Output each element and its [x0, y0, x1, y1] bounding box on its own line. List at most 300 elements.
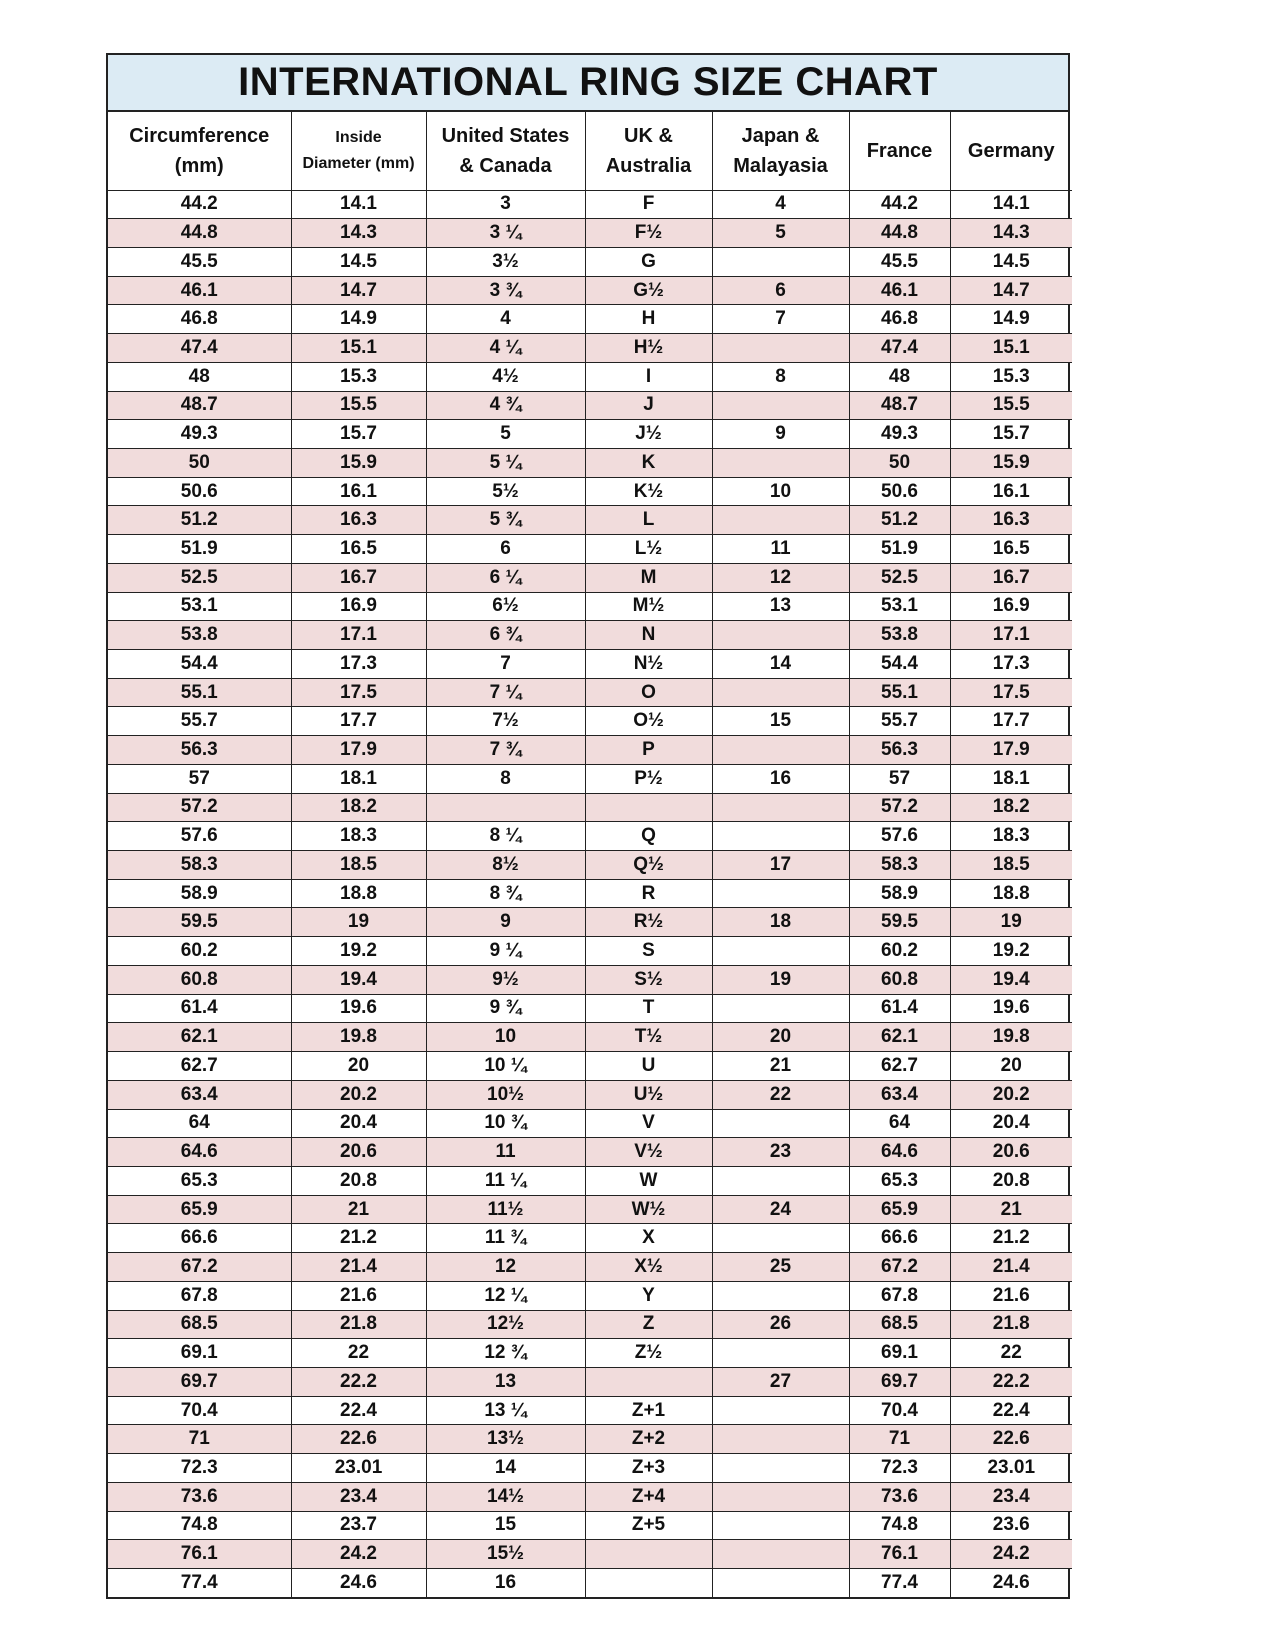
table-row — [108, 1166, 1072, 1195]
cell-germany: 15.3 — [950, 362, 1072, 391]
table-row — [108, 219, 1072, 248]
cell-inside-diameter: 22.2 — [291, 1367, 426, 1396]
cell-inside-diameter: 19.4 — [291, 965, 426, 994]
cell-japan-malaysia: 14 — [712, 650, 849, 679]
cell-germany: 23.01 — [950, 1454, 1072, 1483]
cell-japan-malaysia: 27 — [712, 1367, 849, 1396]
cell-germany: 20 — [950, 1052, 1072, 1081]
cell-uk-australia: R½ — [585, 908, 712, 937]
cell-uk-australia: K½ — [585, 477, 712, 506]
cell-us-canada: 10 ¼ — [426, 1052, 585, 1081]
cell-japan-malaysia: 4 — [712, 190, 849, 219]
cell-circumference: 54.4 — [108, 650, 291, 679]
cell-france: 46.1 — [849, 276, 950, 305]
cell-germany: 19.4 — [950, 965, 1072, 994]
table-row — [108, 1195, 1072, 1224]
cell-japan-malaysia: 16 — [712, 764, 849, 793]
cell-us-canada: 6 ¾ — [426, 621, 585, 650]
cell-us-canada: 13½ — [426, 1425, 585, 1454]
cell-uk-australia — [585, 793, 712, 822]
cell-japan-malaysia — [712, 793, 849, 822]
cell-us-canada: 14½ — [426, 1482, 585, 1511]
cell-inside-diameter: 18.3 — [291, 822, 426, 851]
cell-uk-australia: T½ — [585, 1023, 712, 1052]
cell-france: 52.5 — [849, 563, 950, 592]
cell-inside-diameter: 16.7 — [291, 563, 426, 592]
table-row — [108, 1396, 1072, 1425]
cell-us-canada: 7½ — [426, 707, 585, 736]
table-row — [108, 1339, 1072, 1368]
cell-france: 62.7 — [849, 1052, 950, 1081]
cell-inside-diameter: 17.3 — [291, 650, 426, 679]
cell-france: 55.7 — [849, 707, 950, 736]
cell-uk-australia: T — [585, 994, 712, 1023]
cell-circumference: 61.4 — [108, 994, 291, 1023]
cell-uk-australia: F — [585, 190, 712, 219]
header-line: Australia — [605, 154, 692, 177]
cell-germany: 17.1 — [950, 621, 1072, 650]
cell-uk-australia: K — [585, 448, 712, 477]
cell-japan-malaysia — [712, 994, 849, 1023]
cell-germany: 16.3 — [950, 506, 1072, 535]
cell-us-canada: 15½ — [426, 1540, 585, 1569]
cell-us-canada: 15 — [426, 1511, 585, 1540]
cell-us-canada: 4 ¾ — [426, 391, 585, 420]
cell-germany: 20.8 — [950, 1166, 1072, 1195]
table-row — [108, 276, 1072, 305]
table-row — [108, 1425, 1072, 1454]
cell-inside-diameter: 22.6 — [291, 1425, 426, 1454]
cell-uk-australia — [585, 1569, 712, 1598]
cell-france: 60.2 — [849, 937, 950, 966]
header-line: Circumference — [129, 124, 270, 147]
cell-us-canada: 9 ¾ — [426, 994, 585, 1023]
cell-japan-malaysia: 5 — [712, 219, 849, 248]
cell-circumference: 57 — [108, 764, 291, 793]
cell-uk-australia: H — [585, 305, 712, 334]
cell-us-canada: 3 ¼ — [426, 219, 585, 248]
cell-germany: 14.3 — [950, 219, 1072, 248]
cell-uk-australia: P½ — [585, 764, 712, 793]
cell-inside-diameter: 19.2 — [291, 937, 426, 966]
table-row — [108, 793, 1072, 822]
cell-uk-australia: R — [585, 879, 712, 908]
header-france — [849, 112, 950, 190]
cell-us-canada — [426, 793, 585, 822]
cell-france: 72.3 — [849, 1454, 950, 1483]
table-row — [108, 994, 1072, 1023]
cell-inside-diameter: 19 — [291, 908, 426, 937]
cell-us-canada: 9½ — [426, 965, 585, 994]
cell-japan-malaysia: 18 — [712, 908, 849, 937]
cell-us-canada: 4½ — [426, 362, 585, 391]
cell-japan-malaysia: 22 — [712, 1080, 849, 1109]
cell-germany: 18.8 — [950, 879, 1072, 908]
cell-circumference: 55.7 — [108, 707, 291, 736]
cell-uk-australia: W½ — [585, 1195, 712, 1224]
cell-circumference: 51.2 — [108, 506, 291, 535]
header-line: United States — [441, 124, 570, 147]
cell-us-canada: 3½ — [426, 247, 585, 276]
table-row — [108, 592, 1072, 621]
cell-inside-diameter: 15.7 — [291, 420, 426, 449]
cell-japan-malaysia — [712, 678, 849, 707]
ring-size-table — [108, 112, 1072, 1597]
cell-us-canada: 5½ — [426, 477, 585, 506]
cell-circumference: 69.7 — [108, 1367, 291, 1396]
table-row — [108, 506, 1072, 535]
table-row — [108, 937, 1072, 966]
cell-japan-malaysia: 23 — [712, 1138, 849, 1167]
table-row — [108, 621, 1072, 650]
cell-uk-australia: Z+5 — [585, 1511, 712, 1540]
cell-circumference: 62.1 — [108, 1023, 291, 1052]
cell-circumference: 57.2 — [108, 793, 291, 822]
header-line: Japan & — [741, 124, 820, 147]
cell-france: 58.9 — [849, 879, 950, 908]
table-row — [108, 1138, 1072, 1167]
cell-circumference: 50 — [108, 448, 291, 477]
cell-us-canada: 11 — [426, 1138, 585, 1167]
cell-japan-malaysia — [712, 1482, 849, 1511]
cell-japan-malaysia — [712, 391, 849, 420]
cell-uk-australia: M — [585, 563, 712, 592]
cell-us-canada: 10 — [426, 1023, 585, 1052]
cell-us-canada: 8 ¾ — [426, 879, 585, 908]
cell-us-canada: 8½ — [426, 851, 585, 880]
cell-germany: 18.2 — [950, 793, 1072, 822]
cell-inside-diameter: 20 — [291, 1052, 426, 1081]
cell-germany: 20.4 — [950, 1109, 1072, 1138]
cell-inside-diameter: 14.9 — [291, 305, 426, 334]
cell-france: 53.8 — [849, 621, 950, 650]
cell-us-canada: 7 — [426, 650, 585, 679]
cell-circumference: 53.1 — [108, 592, 291, 621]
table-row — [108, 965, 1072, 994]
cell-france: 71 — [849, 1425, 950, 1454]
cell-japan-malaysia: 25 — [712, 1253, 849, 1282]
cell-inside-diameter: 20.2 — [291, 1080, 426, 1109]
cell-france: 67.8 — [849, 1281, 950, 1310]
cell-us-canada: 12½ — [426, 1310, 585, 1339]
cell-uk-australia: O½ — [585, 707, 712, 736]
table-row — [108, 1482, 1072, 1511]
table-row — [108, 879, 1072, 908]
cell-germany: 17.9 — [950, 736, 1072, 765]
cell-us-canada: 11 ¾ — [426, 1224, 585, 1253]
cell-uk-australia: N½ — [585, 650, 712, 679]
cell-germany: 18.3 — [950, 822, 1072, 851]
cell-circumference: 60.2 — [108, 937, 291, 966]
cell-circumference: 77.4 — [108, 1569, 291, 1598]
cell-uk-australia — [585, 1367, 712, 1396]
cell-inside-diameter: 21.8 — [291, 1310, 426, 1339]
cell-france: 51.2 — [849, 506, 950, 535]
header-line: Malayasia — [733, 154, 828, 177]
cell-inside-diameter: 17.7 — [291, 707, 426, 736]
cell-circumference: 57.6 — [108, 822, 291, 851]
cell-circumference: 58.3 — [108, 851, 291, 880]
cell-inside-diameter: 14.3 — [291, 219, 426, 248]
cell-japan-malaysia: 9 — [712, 420, 849, 449]
cell-france: 70.4 — [849, 1396, 950, 1425]
cell-circumference: 50.6 — [108, 477, 291, 506]
cell-inside-diameter: 18.8 — [291, 879, 426, 908]
cell-circumference: 71 — [108, 1425, 291, 1454]
cell-inside-diameter: 21.4 — [291, 1253, 426, 1282]
cell-france: 69.1 — [849, 1339, 950, 1368]
table-row — [108, 908, 1072, 937]
table-row — [108, 448, 1072, 477]
cell-japan-malaysia — [712, 1425, 849, 1454]
cell-circumference: 60.8 — [108, 965, 291, 994]
cell-circumference: 51.9 — [108, 535, 291, 564]
cell-uk-australia: X — [585, 1224, 712, 1253]
cell-us-canada: 13 — [426, 1367, 585, 1396]
cell-us-canada: 6 — [426, 535, 585, 564]
cell-inside-diameter: 20.8 — [291, 1166, 426, 1195]
cell-germany: 22 — [950, 1339, 1072, 1368]
cell-germany: 16.7 — [950, 563, 1072, 592]
cell-us-canada: 3 — [426, 190, 585, 219]
cell-germany: 22.4 — [950, 1396, 1072, 1425]
cell-inside-diameter: 16.9 — [291, 592, 426, 621]
cell-inside-diameter: 14.5 — [291, 247, 426, 276]
table-row — [108, 563, 1072, 592]
cell-uk-australia: P — [585, 736, 712, 765]
cell-germany: 14.1 — [950, 190, 1072, 219]
cell-france: 53.1 — [849, 592, 950, 621]
cell-us-canada: 12 ¼ — [426, 1281, 585, 1310]
cell-us-canada: 12 ¾ — [426, 1339, 585, 1368]
cell-france: 59.5 — [849, 908, 950, 937]
header-line: & Canada — [459, 154, 552, 177]
cell-uk-australia: Z+4 — [585, 1482, 712, 1511]
header-line: Inside — [335, 128, 382, 146]
cell-inside-diameter: 22.4 — [291, 1396, 426, 1425]
cell-circumference: 65.9 — [108, 1195, 291, 1224]
cell-circumference: 47.4 — [108, 334, 291, 363]
cell-uk-australia: H½ — [585, 334, 712, 363]
cell-france: 74.8 — [849, 1511, 950, 1540]
cell-circumference: 58.9 — [108, 879, 291, 908]
table-row — [108, 1540, 1072, 1569]
cell-france: 63.4 — [849, 1080, 950, 1109]
cell-inside-diameter: 21.6 — [291, 1281, 426, 1310]
cell-circumference: 55.1 — [108, 678, 291, 707]
header-line: (mm) — [174, 154, 224, 177]
cell-germany: 18.1 — [950, 764, 1072, 793]
cell-us-canada: 10 ¾ — [426, 1109, 585, 1138]
cell-inside-diameter: 14.7 — [291, 276, 426, 305]
table-row — [108, 1281, 1072, 1310]
header-us-canada — [426, 112, 585, 190]
table-row — [108, 1080, 1072, 1109]
cell-germany: 19.8 — [950, 1023, 1072, 1052]
cell-circumference: 74.8 — [108, 1511, 291, 1540]
cell-japan-malaysia — [712, 1281, 849, 1310]
cell-japan-malaysia — [712, 937, 849, 966]
cell-circumference: 44.8 — [108, 219, 291, 248]
cell-japan-malaysia: 20 — [712, 1023, 849, 1052]
table-row — [108, 678, 1072, 707]
cell-us-canada: 4 ¼ — [426, 334, 585, 363]
cell-japan-malaysia — [712, 1166, 849, 1195]
cell-uk-australia: Q — [585, 822, 712, 851]
cell-us-canada: 8 ¼ — [426, 822, 585, 851]
cell-japan-malaysia: 15 — [712, 707, 849, 736]
cell-uk-australia: W — [585, 1166, 712, 1195]
cell-germany: 23.6 — [950, 1511, 1072, 1540]
cell-us-canada: 12 — [426, 1253, 585, 1282]
cell-circumference: 45.5 — [108, 247, 291, 276]
cell-circumference: 67.2 — [108, 1253, 291, 1282]
cell-japan-malaysia — [712, 448, 849, 477]
cell-us-canada: 6 ¼ — [426, 563, 585, 592]
cell-uk-australia: I — [585, 362, 712, 391]
cell-japan-malaysia — [712, 1339, 849, 1368]
cell-uk-australia: G½ — [585, 276, 712, 305]
table-row — [108, 1454, 1072, 1483]
cell-inside-diameter: 15.1 — [291, 334, 426, 363]
table-row — [108, 1109, 1072, 1138]
cell-france: 64.6 — [849, 1138, 950, 1167]
cell-france: 69.7 — [849, 1367, 950, 1396]
cell-uk-australia: J — [585, 391, 712, 420]
table-row — [108, 535, 1072, 564]
cell-circumference: 66.6 — [108, 1224, 291, 1253]
cell-uk-australia: Y — [585, 1281, 712, 1310]
table-row — [108, 707, 1072, 736]
table-row — [108, 420, 1072, 449]
chart-title: INTERNATIONAL RING SIZE CHART — [108, 55, 1068, 112]
cell-germany: 19 — [950, 908, 1072, 937]
cell-us-canada: 4 — [426, 305, 585, 334]
cell-inside-diameter: 14.1 — [291, 190, 426, 219]
table-row — [108, 477, 1072, 506]
cell-uk-australia: F½ — [585, 219, 712, 248]
cell-france: 57 — [849, 764, 950, 793]
table-row — [108, 1569, 1072, 1598]
cell-france: 68.5 — [849, 1310, 950, 1339]
cell-japan-malaysia: 21 — [712, 1052, 849, 1081]
cell-germany: 21.8 — [950, 1310, 1072, 1339]
cell-circumference: 64.6 — [108, 1138, 291, 1167]
cell-inside-diameter: 23.4 — [291, 1482, 426, 1511]
cell-us-canada: 8 — [426, 764, 585, 793]
cell-uk-australia: Z — [585, 1310, 712, 1339]
cell-inside-diameter: 22 — [291, 1339, 426, 1368]
cell-france: 50 — [849, 448, 950, 477]
cell-japan-malaysia — [712, 1540, 849, 1569]
cell-uk-australia: L½ — [585, 535, 712, 564]
cell-japan-malaysia — [712, 1109, 849, 1138]
cell-us-canada: 7 ¼ — [426, 678, 585, 707]
header-line: Diameter (mm) — [302, 154, 415, 172]
cell-france: 51.9 — [849, 535, 950, 564]
cell-france: 56.3 — [849, 736, 950, 765]
cell-france: 50.6 — [849, 477, 950, 506]
cell-uk-australia: J½ — [585, 420, 712, 449]
cell-circumference: 46.8 — [108, 305, 291, 334]
cell-circumference: 69.1 — [108, 1339, 291, 1368]
cell-inside-diameter: 17.1 — [291, 621, 426, 650]
cell-uk-australia: V — [585, 1109, 712, 1138]
cell-inside-diameter: 21.2 — [291, 1224, 426, 1253]
cell-circumference: 76.1 — [108, 1540, 291, 1569]
cell-us-canada: 11½ — [426, 1195, 585, 1224]
cell-japan-malaysia: 8 — [712, 362, 849, 391]
table-row — [108, 247, 1072, 276]
table-row — [108, 334, 1072, 363]
table-row — [108, 650, 1072, 679]
cell-circumference: 53.8 — [108, 621, 291, 650]
cell-japan-malaysia: 6 — [712, 276, 849, 305]
cell-us-canada: 6½ — [426, 592, 585, 621]
cell-circumference: 70.4 — [108, 1396, 291, 1425]
cell-france: 60.8 — [849, 965, 950, 994]
cell-france: 62.1 — [849, 1023, 950, 1052]
cell-japan-malaysia: 13 — [712, 592, 849, 621]
cell-france: 67.2 — [849, 1253, 950, 1282]
cell-circumference: 48.7 — [108, 391, 291, 420]
cell-france: 73.6 — [849, 1482, 950, 1511]
cell-inside-diameter: 24.6 — [291, 1569, 426, 1598]
cell-france: 76.1 — [849, 1540, 950, 1569]
header-line: Germany — [967, 139, 1055, 162]
cell-germany: 23.4 — [950, 1482, 1072, 1511]
cell-us-canada: 9 — [426, 908, 585, 937]
table-row — [108, 391, 1072, 420]
cell-inside-diameter: 15.3 — [291, 362, 426, 391]
cell-germany: 16.9 — [950, 592, 1072, 621]
cell-inside-diameter: 21 — [291, 1195, 426, 1224]
cell-inside-diameter: 20.4 — [291, 1109, 426, 1138]
cell-us-canada: 11 ¼ — [426, 1166, 585, 1195]
cell-circumference: 68.5 — [108, 1310, 291, 1339]
cell-japan-malaysia — [712, 1396, 849, 1425]
cell-germany: 15.1 — [950, 334, 1072, 363]
table-row — [108, 1367, 1072, 1396]
table-row — [108, 1253, 1072, 1282]
cell-uk-australia: Z½ — [585, 1339, 712, 1368]
header-inside-diameter — [291, 112, 426, 190]
cell-germany: 21.4 — [950, 1253, 1072, 1282]
table-row — [108, 1023, 1072, 1052]
header-circumference — [108, 112, 291, 190]
cell-france: 58.3 — [849, 851, 950, 880]
cell-inside-diameter: 17.5 — [291, 678, 426, 707]
header-line: UK & — [624, 124, 673, 147]
cell-japan-malaysia — [712, 879, 849, 908]
cell-circumference: 63.4 — [108, 1080, 291, 1109]
cell-inside-diameter: 19.8 — [291, 1023, 426, 1052]
cell-uk-australia: Z+2 — [585, 1425, 712, 1454]
cell-japan-malaysia — [712, 1454, 849, 1483]
cell-circumference: 46.1 — [108, 276, 291, 305]
cell-uk-australia: Z+3 — [585, 1454, 712, 1483]
cell-us-canada: 7 ¾ — [426, 736, 585, 765]
cell-france: 45.5 — [849, 247, 950, 276]
cell-japan-malaysia — [712, 1511, 849, 1540]
cell-inside-diameter: 23.7 — [291, 1511, 426, 1540]
cell-germany: 14.7 — [950, 276, 1072, 305]
cell-japan-malaysia: 7 — [712, 305, 849, 334]
cell-japan-malaysia — [712, 822, 849, 851]
cell-us-canada: 13 ¼ — [426, 1396, 585, 1425]
cell-inside-diameter: 17.9 — [291, 736, 426, 765]
cell-circumference: 72.3 — [108, 1454, 291, 1483]
